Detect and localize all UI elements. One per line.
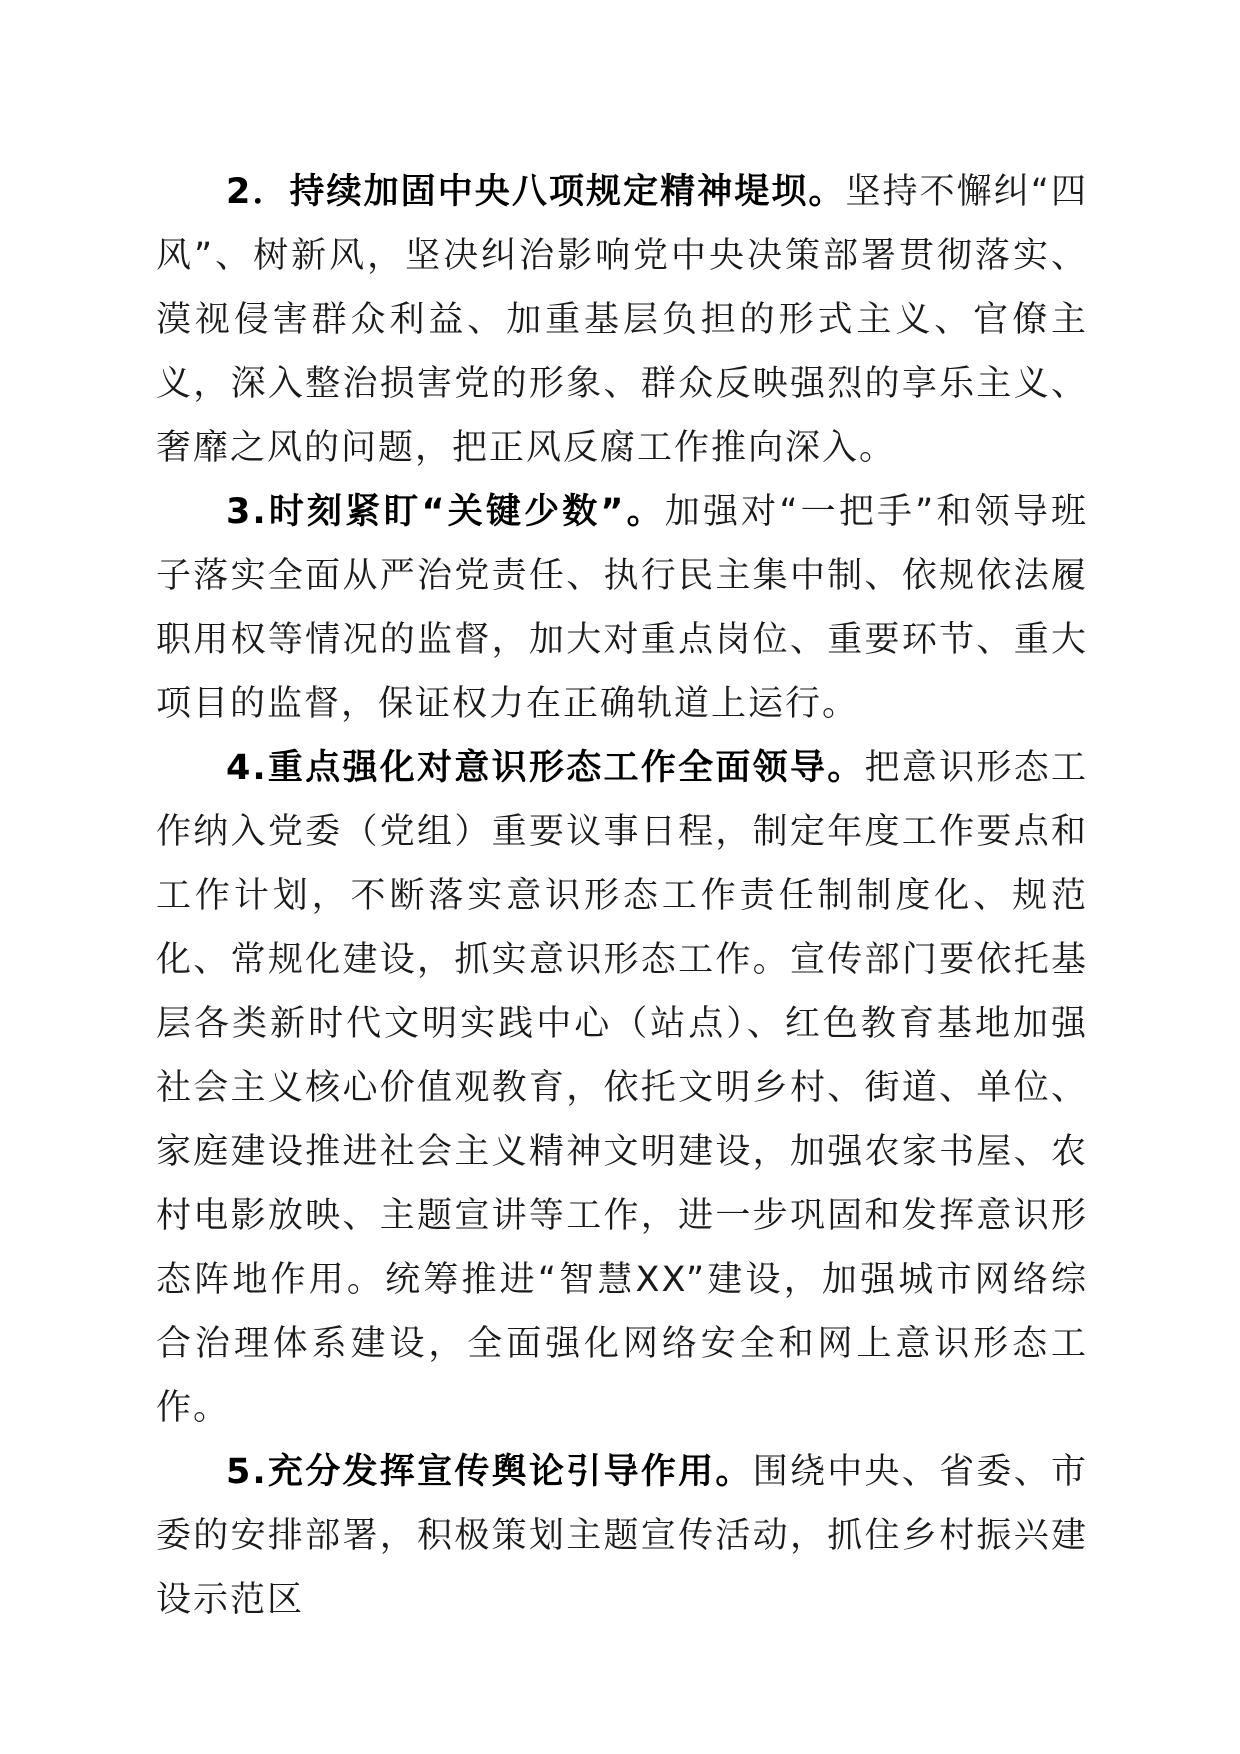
paragraph-item-5 [156,1440,1088,1632]
paragraph-item-4 [156,736,1088,1440]
paragraph-text: 把意识形态工作纳入党委（党组）重要议事日程，制定年度工作要点和工作计划，不断落实意识形态工作责任制制度化、规范化、常规化建设，抓实意识形态工作。宣传部门要依托基层各类新时代文明实践中心（站点）、红色教育基地加强社会主义核心价值观教育，依托文明乡村、街道、单位、家庭建设推进社会主义精神文明建设，加强农家书屋、农村电影放映、主题宣讲等工作，进一步巩固和发挥意识形态阵地作用。统筹推进“智慧XX”建设，加强城市网络综合治理体系建设，全面强化网络安全和网上意识形态工作。 [156,748,1088,1428]
document-body [156,160,1088,1632]
paragraph-heading: 2．持续加固中央八项规定精神堤坝。 [226,172,846,212]
paragraph-text: 加强对“一把手”和领导班子落实全面从严治党责任、执行民主集中制、依规依法履职用权等情况的监督，加大对重点岗位、重要环节、重大项目的监督，保证权力在正确轨道上运行。 [156,492,1089,724]
paragraph-item-2 [156,160,1088,480]
paragraph-text: 坚持不懈纠“四风”、树新风，坚决纠治影响党中央决策部署贯彻落实、漠视侵害群众利益、加重基层负担的形式主义、官僚主义，深入整治损害党的形象、群众反映强烈的享乐主义、奢靡之风的问题，把正风反腐工作推向深入。 [156,172,1088,468]
paragraph-text: 围绕中央、省委、市委的安排部署，积极策划主题宣传活动，抓住乡村振兴建设示范区 [156,1452,1088,1620]
paragraph-heading: 3.时刻紧盯“关键少数”。 [226,492,665,532]
paragraph-item-3 [156,480,1088,736]
paragraph-heading: 5.充分发挥宣传舆论引导作用。 [226,1452,753,1492]
paragraph-heading: 4.重点强化对意识形态工作全面领导。 [226,748,865,788]
